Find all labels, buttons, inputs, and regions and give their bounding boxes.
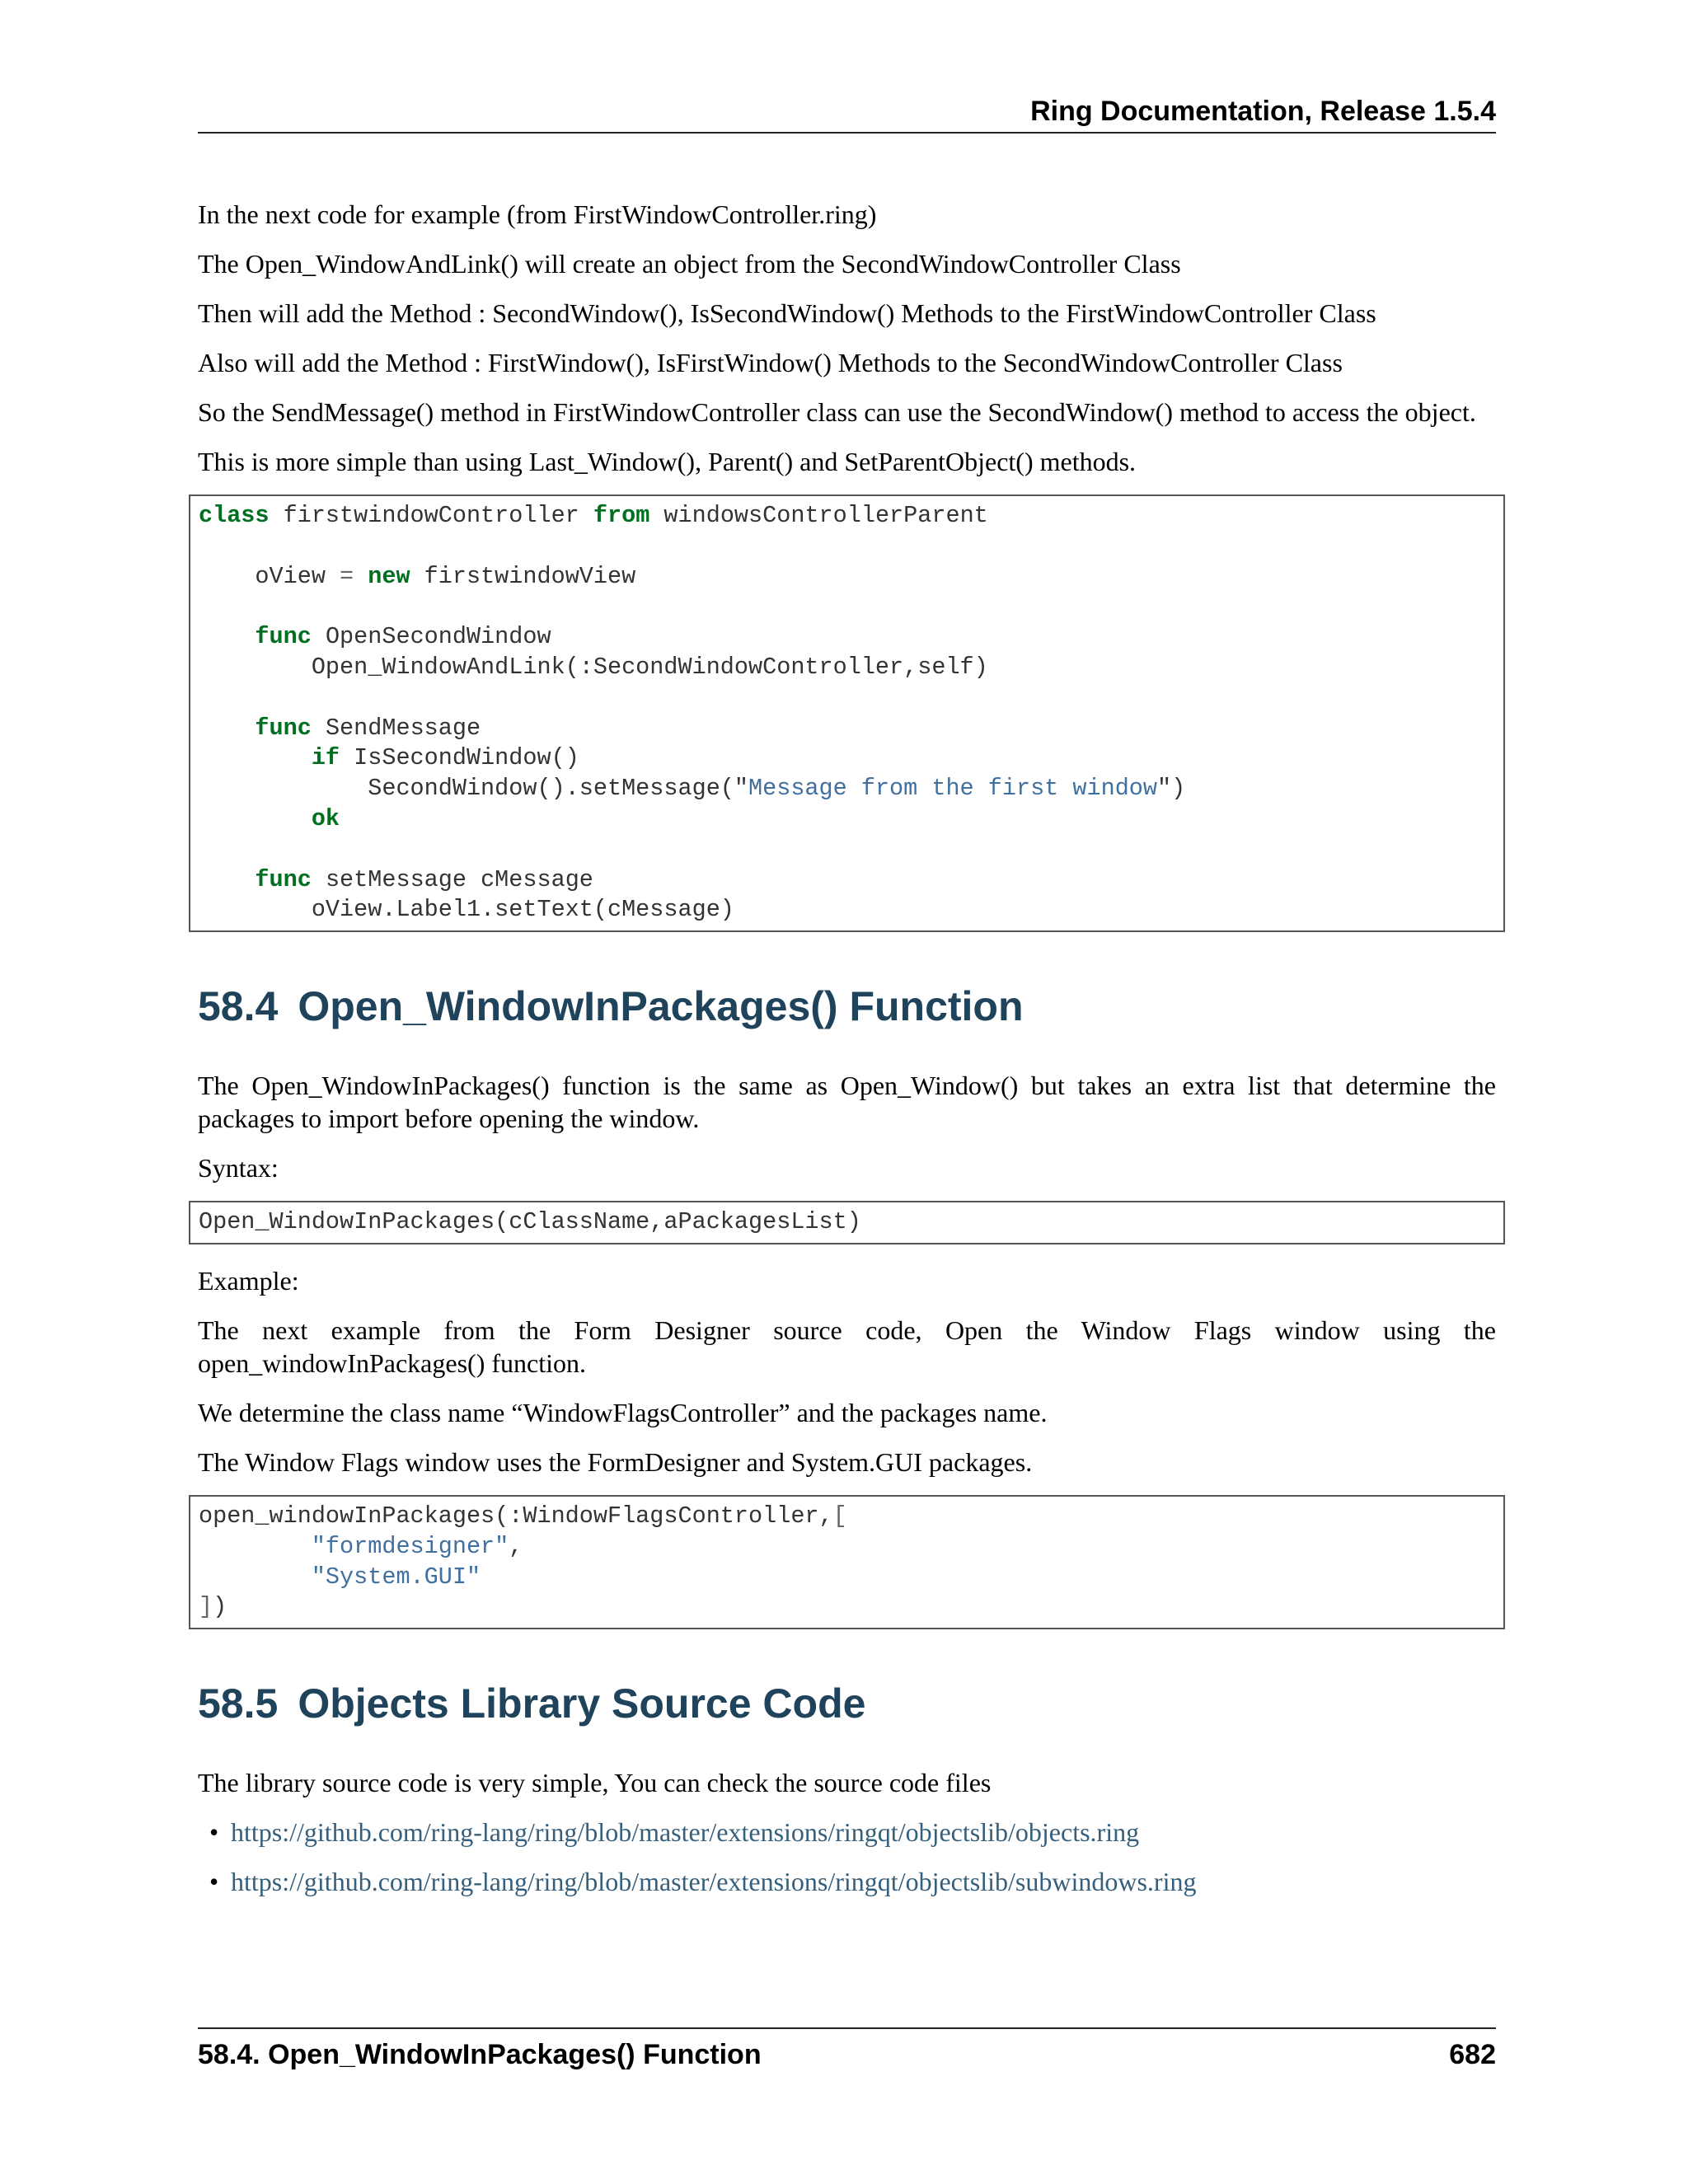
intro-paragraph-6: This is more simple than using Last_Window(), Parent() and SetParentObject() methods.	[198, 447, 1137, 476]
code-block-example	[189, 1495, 1505, 1629]
section-number: 58.4	[198, 983, 279, 1030]
code-block-syntax	[189, 1201, 1505, 1244]
footer-section: 58.4. Open_WindowInPackages() Function	[198, 2039, 762, 2070]
code-keyword: func	[255, 714, 312, 742]
code-keyword: new	[368, 562, 410, 590]
running-header	[198, 92, 1496, 134]
section-heading-58-5	[198, 1679, 1496, 1728]
code-keyword: class	[199, 502, 270, 529]
code-text: firstwindowView	[410, 562, 636, 590]
code-text: IsSecondWindow()	[340, 744, 579, 772]
section-heading-58-4	[198, 982, 1496, 1031]
code-operator: [	[832, 1502, 847, 1530]
code-keyword: ok	[311, 804, 340, 832]
source-link-list	[198, 1816, 1496, 1898]
code-text: OpenSecondWindow	[311, 623, 551, 651]
code-indent	[199, 715, 255, 742]
list-item	[231, 1865, 1496, 1898]
code-indent	[199, 866, 255, 893]
intro-paragraph-1: In the next code for example (from FirstWindowController.ring)	[198, 199, 877, 229]
section-58-4-paragraph-4: The Window Flags window uses the FormDesigner and System.GUI packages.	[198, 1446, 1033, 1477]
code-text	[354, 563, 368, 590]
intro-paragraph-4: Also will add the Method : FirstWindow(), IsFirstWindow() Methods to the SecondWindowController Class	[198, 348, 1343, 377]
intro-paragraph-3: Then will add the Method : SecondWindow(), IsSecondWindow() Methods to the FirstWindowController Class	[198, 298, 1376, 328]
code-keyword: if	[311, 744, 340, 772]
section-58-4-paragraph-1: The Open_WindowInPackages() function is the same as Open_Window() but takes an extra list that determine the packages to import before opening the window.	[198, 1071, 1496, 1134]
code-text: Open_WindowAndLink(:SecondWindowController,self)	[199, 653, 988, 681]
code-text: ")	[1157, 775, 1186, 803]
code-text: ,	[509, 1532, 523, 1560]
code-keyword: from	[593, 502, 650, 529]
syntax-label: Syntax:	[198, 1153, 279, 1183]
document-page	[198, 0, 1496, 2184]
section-58-4-paragraph-3: We determine the class name “WindowFlagsController” and the packages name.	[198, 1397, 1048, 1427]
code-text: oView	[199, 562, 340, 590]
section-58-4-paragraph-2: The next example from the Form Designer source code, Open the Window Flags window using the open_windowInPackages() function.	[198, 1315, 1496, 1378]
code-keyword: func	[255, 623, 312, 651]
list-item	[231, 1816, 1496, 1849]
section-58-5-paragraph-1: The library source code is very simple, You can check the source code files	[198, 1768, 992, 1798]
code-text: oView.Label1.setText(cMessage)	[199, 896, 734, 924]
page-number: 682	[1449, 2039, 1496, 2070]
code-keyword: func	[255, 865, 312, 893]
code-operator: ]	[199, 1593, 213, 1621]
intro-paragraph-2: The Open_WindowAndLink() will create an object from the SecondWindowController Class	[198, 249, 1181, 279]
code-text: )	[213, 1593, 227, 1621]
section-number: 58.5	[198, 1680, 279, 1727]
code-string: "System.GUI"	[311, 1563, 481, 1591]
code-indent	[199, 744, 312, 771]
code-string: Message from the first window	[748, 775, 1157, 803]
section-title: Open_WindowInPackages() Function	[298, 983, 1024, 1030]
code-indent	[199, 1563, 312, 1591]
section-title: Objects Library Source Code	[298, 1680, 866, 1727]
source-link-subwindows[interactable]: https://github.com/ring-lang/ring/blob/master/extensions/ringqt/objectslib/subwindows.ring	[231, 1867, 1197, 1897]
code-block-controller	[189, 494, 1505, 932]
code-text: open_windowInPackages(:WindowFlagsController,	[199, 1502, 833, 1530]
example-label: Example:	[198, 1265, 299, 1296]
code-indent	[199, 1533, 312, 1560]
code-indent	[199, 623, 255, 650]
code-indent	[199, 805, 312, 832]
intro-paragraph-5: So the SendMessage() method in FirstWindowController class can use the SecondWindow() method to access the object.	[198, 397, 1476, 427]
code-text: firstwindowController	[269, 502, 593, 529]
code-text: SendMessage	[311, 714, 481, 742]
code-text: Open_WindowInPackages(cClassName,aPackagesList)	[199, 1208, 861, 1236]
page-content	[198, 198, 1496, 1915]
source-link-objects[interactable]: https://github.com/ring-lang/ring/blob/master/extensions/ringqt/objectslib/objects.ring	[231, 1817, 1140, 1848]
running-footer	[198, 2027, 1496, 2074]
code-operator: =	[340, 562, 354, 590]
code-text: setMessage cMessage	[311, 865, 593, 893]
code-string: "formdesigner"	[311, 1532, 509, 1560]
header-title: Ring Documentation, Release 1.5.4	[1030, 96, 1496, 127]
code-text: windowsControllerParent	[649, 502, 988, 529]
code-text: SecondWindow().setMessage("	[199, 775, 749, 803]
